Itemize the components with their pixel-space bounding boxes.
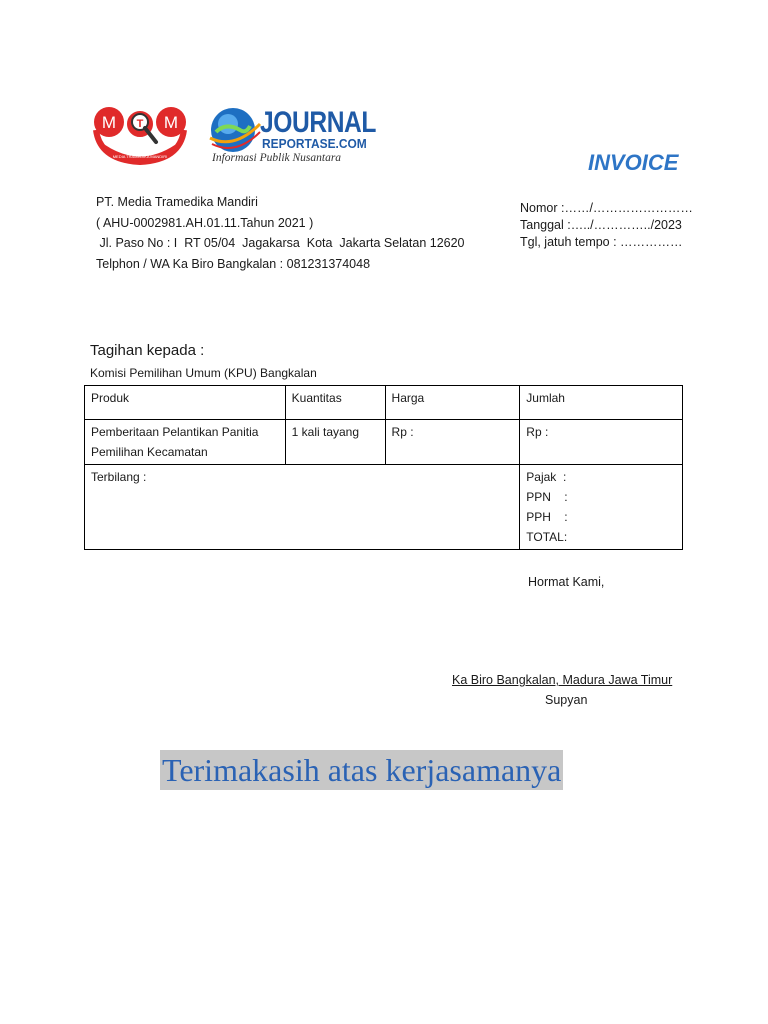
cell-kuantitas: 1 kali tayang [285, 420, 385, 465]
mtm-logo [90, 100, 190, 168]
invoice-number: Nomor :……/…………………… [520, 201, 693, 215]
invoice-table [84, 385, 683, 550]
table-summary-row [85, 465, 683, 550]
header-harga: Harga [385, 386, 520, 420]
cell-harga: Rp : [385, 420, 520, 465]
closing-regards: Hormat Kami, [528, 575, 605, 589]
table-row [85, 420, 683, 465]
signer-title: Ka Biro Bangkalan, Madura Jawa Timur [452, 673, 673, 687]
thank-you-banner: Terimakasih atas kerjasamanya [162, 752, 562, 788]
reportase-wordmark: REPORTASE.COM [262, 136, 367, 151]
invoice-meta [520, 200, 693, 251]
journal-reportase-logo [206, 104, 377, 170]
company-phone: Telphon / WA Ka Biro Bangkalan : 081231374048 [96, 256, 371, 271]
bill-to-label: Tagihan kepada : [90, 342, 205, 359]
total-pajak: Pajak : [526, 470, 567, 484]
company-name: PT. Media Tramedika Mandiri [96, 195, 258, 209]
total-pph: PPH : [526, 510, 568, 524]
total-grand: TOTAL: [526, 530, 568, 544]
cell-produk: Pemberitaan Pelantikan Panitia Pemilihan Kecamatan [85, 420, 286, 465]
company-info [96, 192, 465, 274]
signer-name: Supyan [545, 693, 588, 707]
total-ppn: PPN : [526, 490, 568, 504]
invoice-title: INVOICE [588, 150, 679, 175]
mtm-letter-1: M [101, 113, 117, 132]
table-header-row [85, 386, 683, 420]
header-produk: Produk [85, 386, 286, 420]
bill-to-recipient: Komisi Pemilihan Umum (KPU) Bangkalan [90, 366, 317, 380]
cell-jumlah: Rp : [520, 420, 683, 465]
header-kuantitas: Kuantitas [285, 386, 385, 420]
journal-tagline: Informasi Publik Nusantara [212, 152, 342, 164]
invoice-date: Tanggal :…../…………../2023 [520, 218, 682, 232]
company-address: Jl. Paso No : I RT 05/04 Jagakarsa Kota Jakarta Selatan 12620 [96, 236, 465, 250]
totals-cell [520, 465, 683, 550]
invoice-due-date: Tgl, jatuh tempo : …………… [520, 235, 683, 249]
header-jumlah: Jumlah [520, 386, 683, 420]
mtm-letter-2: T [136, 118, 144, 130]
company-registration: ( AHU-0002981.AH.01.11.Tahun 2021 ) [96, 215, 314, 230]
cell-terbilang: Terbilang : [85, 465, 520, 550]
mtm-logo-graphic [90, 100, 190, 168]
globe-icon [206, 104, 262, 156]
mtm-ring-text: MEDIA TRAMEDIKA MANDIRI [112, 154, 168, 159]
mtm-letter-3: M [163, 113, 179, 132]
journal-wordmark: JOURNAL [260, 106, 377, 139]
